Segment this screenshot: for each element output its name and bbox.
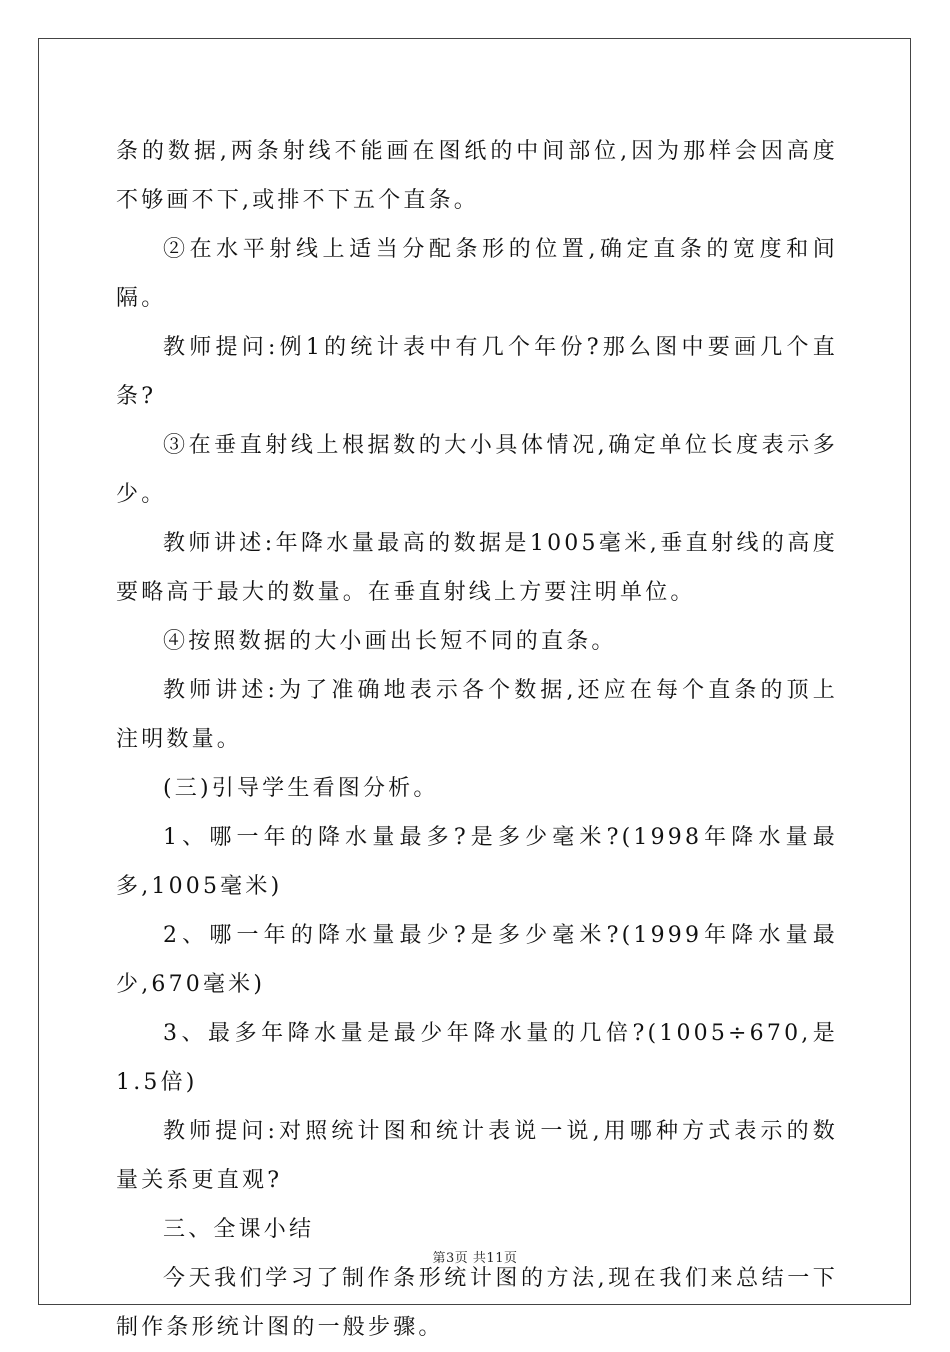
paragraph: 教师提问:对照统计图和统计表说一说,用哪种方式表示的数量关系更直观? (116, 1119, 838, 1193)
paragraph: 教师提问:例1的统计表中有几个年份?那么图中要画几个直条? (116, 335, 838, 409)
document-body (116, 127, 838, 1352)
page-number-footer: 第3页 共11页 (432, 1251, 518, 1266)
paragraph: 教师讲述:为了准确地表示各个数据,还应在每个直条的顶上注明数量。 (116, 678, 838, 752)
paragraph: 条的数据,两条射线不能画在图纸的中间部位,因为那样会因高度不够画不下,或排不下五个直条。 (116, 139, 838, 213)
paragraph: 教师讲述:年降水量最高的数据是1005毫米,垂直射线的高度要略高于最大的数量。在垂直射线上方要注明单位。 (116, 531, 838, 605)
question-item: 1、哪一年的降水量最多?是多少毫米?(1998年降水量最多,1005毫米) (116, 825, 838, 899)
paragraph: ④按照数据的大小画出长短不同的直条。 (163, 629, 617, 654)
paragraph: ③在垂直射线上根据数的大小具体情况,确定单位长度表示多少。 (116, 433, 838, 507)
paragraph: ②在水平射线上适当分配条形的位置,确定直条的宽度和间隔。 (116, 237, 838, 311)
question-item: 3、最多年降水量是最少年降水量的几倍?(1005÷670,是1.5倍) (116, 1021, 838, 1095)
paragraph: 今天我们学习了制作条形统计图的方法,现在我们来总结一下制作条形统计图的一般步骤。 (116, 1266, 838, 1340)
section-heading: (三)引导学生看图分析。 (163, 776, 439, 801)
section-heading: 三、全课小结 (163, 1217, 315, 1242)
question-item: 2、哪一年的降水量最少?是多少毫米?(1999年降水量最少,670毫米) (116, 923, 838, 997)
